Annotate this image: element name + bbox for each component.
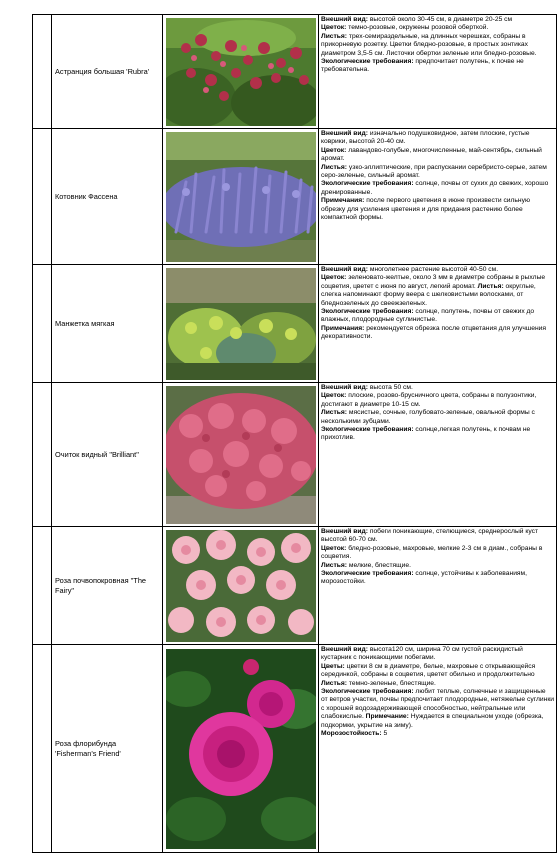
blank-cell bbox=[33, 645, 52, 853]
desc-line: Цветок: зеленовато-желтые, около 3 мм в диаметре собраны в рыхлые соцветия, цветет с июня по август, легкий аромат. Листья: округлые, слегка напоминают форму веера с шелковистыми волосками, от бледнозеленых до свеежзеленых. bbox=[321, 274, 546, 307]
blank-cell bbox=[33, 383, 52, 527]
desc-line: Внешний вид: изначально подушковидное, затем плоские, густые коврики, высотой 20-40 см. bbox=[321, 130, 530, 146]
blank-cell bbox=[33, 265, 52, 383]
desc-line: Экологические требования: солнце,легкая полутень, к почвам не прихотлив. bbox=[321, 426, 531, 442]
blank-cell bbox=[33, 15, 52, 129]
plant-name: Очиток видный "Brilliant" bbox=[52, 383, 163, 527]
desc-line: Внешний вид: высота120 см, ширина 70 см густой раскидистый кустарник с поникающими побегами. bbox=[321, 646, 523, 662]
photo-cell bbox=[163, 383, 319, 527]
desc-line: Листья: темно-зеленые, блестящие. bbox=[321, 679, 436, 687]
catmint-photo bbox=[166, 132, 316, 262]
table-row bbox=[33, 383, 557, 527]
plant-description bbox=[319, 265, 557, 383]
plant-name: Котовник Фассена bbox=[52, 129, 163, 265]
table-row bbox=[33, 265, 557, 383]
desc-line: Цветок: плоские, розово-брусничного цвета, собраны в полузонтики, достигают в диаметре 10-15 см. bbox=[321, 392, 537, 408]
table-row bbox=[33, 645, 557, 853]
rose-the-fairy-photo bbox=[166, 530, 316, 642]
plant-name: Роза почвопокровная "The Fairy" bbox=[52, 527, 163, 645]
plant-name: Астранция большая 'Rubra' bbox=[52, 15, 163, 129]
plant-description bbox=[319, 383, 557, 527]
plant-name: Манжетка мягкая bbox=[52, 265, 163, 383]
desc-line: Экологические требования: любит теплые, солнечные и защищенные от ветров участки, почвы предпочитает плодородные, нетяжелые суглинки с хорошей водозадерживающей способностью, нейтральные или слабокислые. Примечание: Нуждается в специальном уходе (обрезка, подкормки, укрытие на зиму). bbox=[321, 688, 554, 729]
desc-line: Листья: мелкие, блестящие. bbox=[321, 561, 411, 569]
desc-line: Листья: трех-семираздельные, на длинных черешках, собраны в прикорневую розетку. Цветки бледно-розовые, в простых зонтиках диаметром 3,5-5 см. Листочки обертки зеленые или бледно-розовые. bbox=[321, 32, 537, 57]
desc-line: Цветок: бледно-розовые, махровые, мелкие 2-3 см в диам., собраны в соцветия. bbox=[321, 544, 543, 561]
desc-line: Экологические требования: солнце, почвы от сухих до свежих, хорошо дренированные. bbox=[321, 180, 549, 196]
plant-name: Роза флорибунда 'Fisherman's Friend' bbox=[52, 645, 163, 853]
desc-line: Морозостойкость: 5 bbox=[321, 730, 388, 738]
lady-mantle-photo bbox=[166, 268, 316, 380]
photo-cell bbox=[163, 15, 319, 129]
desc-line: Листья: узко-эллиптические, при распускании серебристо-серые, затем серо-зеленые, сильный аромат. bbox=[321, 163, 547, 180]
rose-fishermans-friend-photo bbox=[166, 649, 316, 849]
desc-line: Примечания: рекомендуется обрезка после отцветания для улучшения декоративности. bbox=[321, 324, 547, 341]
desc-line: Листья: мясистые, сочные, голубовато-зеленые, овальной формы с несколькими зубцами. bbox=[321, 409, 535, 425]
table-row bbox=[33, 527, 557, 645]
sedum-brilliant-photo bbox=[166, 386, 316, 524]
plants-table bbox=[32, 14, 557, 853]
blank-cell bbox=[33, 129, 52, 265]
desc-line: Цветок: темно-розовые, окружены розовой оберткой. bbox=[321, 24, 489, 32]
desc-line: Внешний вид: многолетнее растение высотой 40-50 см. bbox=[321, 266, 499, 273]
desc-line: Внешний вид: побеги поникающие, стелющиеся, среднерослый куст высотой 60-70 см. bbox=[321, 528, 539, 544]
table-row bbox=[33, 15, 557, 129]
desc-line: Внешний вид: высотой около 30-45 см, в диаметре 20-25 см bbox=[321, 16, 513, 23]
desc-line: Экологические требования: солнце, устойчивы к заболеваниям, морозостойки. bbox=[321, 570, 528, 586]
desc-line: Цветок: лавандово-голубые, многочисленные, май-сентябрь, сильный аромат. bbox=[321, 146, 542, 163]
plant-description bbox=[319, 15, 557, 129]
desc-line: Примечания: после первого цветения в июне произвести сильную обрезку для усиления цветения и для придания растению более компактной формы. bbox=[321, 197, 530, 222]
desc-line: Экологические требования: предпочитает полутень, к почве не требовательна. bbox=[321, 58, 524, 74]
table-row bbox=[33, 129, 557, 265]
photo-cell bbox=[163, 129, 319, 265]
blank-cell bbox=[33, 527, 52, 645]
desc-line: Цветы: цветки 8 см в диаметре, белые, махровые с открывающейся серединкой, собраны в соцветия, цветет обильно и продолжительно bbox=[321, 662, 536, 679]
photo-cell bbox=[163, 645, 319, 853]
desc-line: Экологические требования: солнце, полутень, почвы от свежих до влажных, плодородные суглинистые. bbox=[321, 308, 535, 324]
desc-line: Внешний вид: высота 50 см. bbox=[321, 384, 413, 391]
photo-cell bbox=[163, 265, 319, 383]
plant-description bbox=[319, 129, 557, 265]
photo-cell bbox=[163, 527, 319, 645]
astrantia-rubra-photo bbox=[166, 18, 316, 126]
plant-description bbox=[319, 645, 557, 853]
plant-description bbox=[319, 527, 557, 645]
